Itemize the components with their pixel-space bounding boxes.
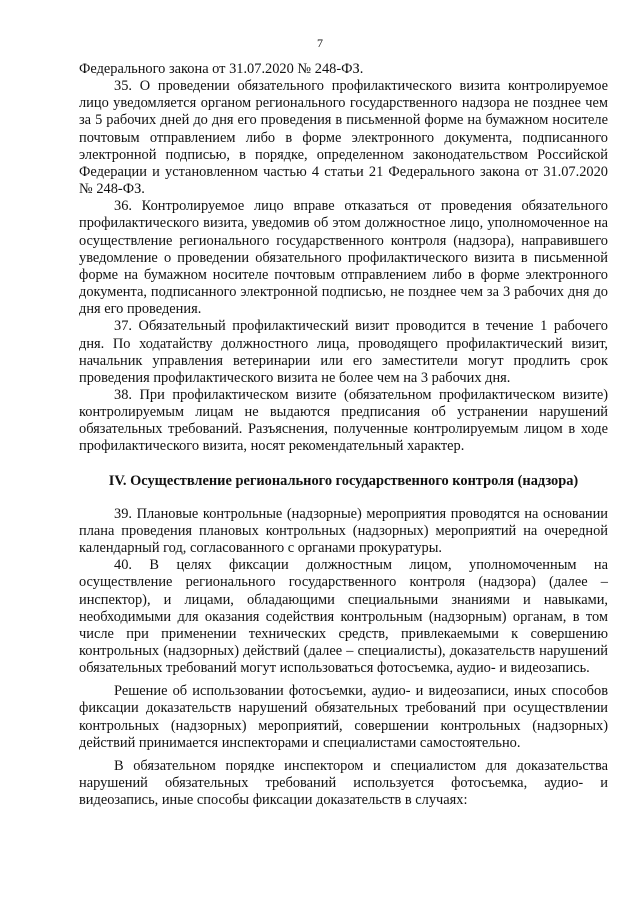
paragraph-37: 37. Обязательный профилактический визит проводится в течение 1 рабочего дня. По ходатайству должностного лица, проводящего профилактический визит, начальник управления ветеринарии или его заместители могут продлить срок проведения профилактического визита не более чем на 3 рабочих дня. <box>79 318 608 386</box>
paragraph-39: 39. Плановые контрольные (надзорные) мероприятия проводятся на основании плана проведения плановых контрольных (надзорных) мероприятий на очередной календарный год, согласованного с органами прокуратуры. <box>79 505 608 557</box>
document-body <box>79 61 608 809</box>
paragraph-decision: Решение об использовании фотосъемки, аудио- и видеозаписи, иных способов фиксации доказательств нарушений обязательных требований при осуществлении контрольных (надзорных) мероприятий, совершении контрольных (надзорных) действий принимается инспекторами и специалистами самостоятельно. <box>79 683 608 751</box>
page-number: 7 <box>317 36 323 50</box>
paragraph-35: 35. О проведении обязательного профилактического визита контролируемое лицо уведомляется органом регионального государственного надзора не позднее чем за 5 рабочих дней до дня его проведения в письменной форме на бумажном носителе почтовым отправлением либо в форме электронного документа, подписанного электронной подписью, в порядке, определенном законодательством Российской Федерации и установленном частью 4 статьи 21 Федерального закона от 31.07.2020 № 248-ФЗ. <box>79 78 608 198</box>
section-heading: IV. Осуществление регионального государственного контроля (надзора) <box>108 472 579 489</box>
paragraph-continuation: Федерального закона от 31.07.2020 № 248-ФЗ. <box>79 61 364 77</box>
paragraph-38: 38. При профилактическом визите (обязательном профилактическом визите) контролируемым лицам не выдаются предписания об устранении нарушений обязательных требований. Разъяснения, полученные контролируемым лицом в ходе профилактического визита, носят рекомендательный характер. <box>79 386 608 455</box>
paragraph-36: 36. Контролируемое лицо вправе отказаться от проведения обязательного профилактического визита, уведомив об этом должностное лицо, уполномоченное на осуществление регионального государственного контроля (надзора), направившего уведомление о проведении обязательного профилактического визита в письменной форме на бумажном носителе почтовым отправлением либо в форме электронного документа, подписанного электронной подписью, не позднее чем за 3 рабочих дня до дня его проведения. <box>79 198 608 318</box>
paragraph-40: 40. В целях фиксации должностным лицом, уполномоченным на осуществление регионального государственного контроля (надзора) (далее – инспектор), и лицами, обладающими специальными знаниями и навыками, необходимыми для оказания содействия контрольным (надзорным) органам, в том числе при применении технических средств, привлекаемыми к совершению контрольных (надзорных) действий (далее – специалисты), доказательств нарушений обязательных требований могут использоваться фотосъемка, аудио- и видеозапись. <box>79 557 608 677</box>
paragraph-mandatory: В обязательном порядке инспектором и специалистом для доказательства нарушений обязательных требований используется фотосъемка, аудио- и видеозапись, иные способы фиксации доказательств в случаях: <box>79 757 608 809</box>
